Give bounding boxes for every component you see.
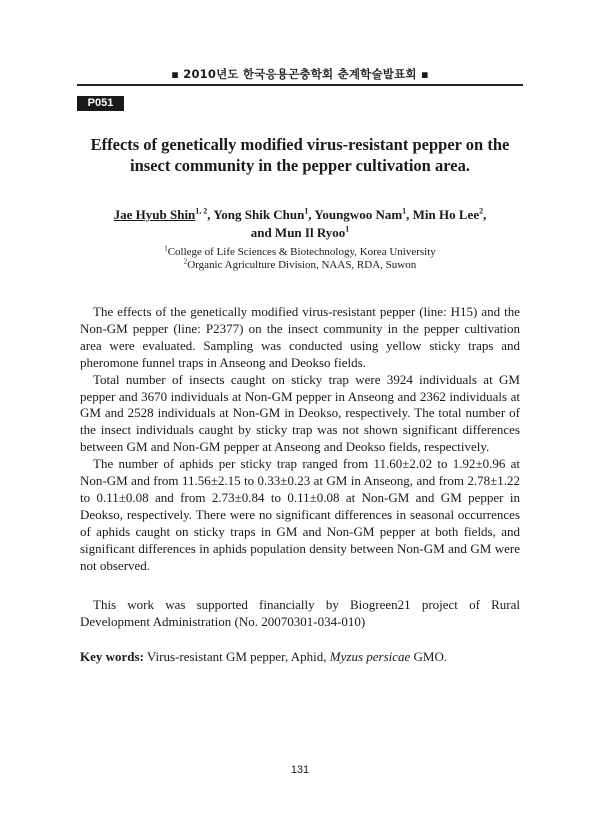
affiliation-mark: 1 [164, 244, 168, 253]
acknowledgement: This work was supported financially by Biogreen21 project of Rural Development Administration (No. 20070301-034-010) [80, 597, 520, 629]
affiliations [80, 246, 520, 272]
author-affil-mark: 1 [345, 224, 350, 234]
abstract-body [80, 304, 520, 575]
affiliation-mark: 2 [183, 257, 188, 266]
title-line-2: insect community in the pepper cultivation area. [130, 156, 470, 175]
author-name: , Min Ho Lee [406, 207, 480, 222]
author-list [80, 206, 520, 242]
author-separator: , [483, 207, 487, 222]
header-divider [77, 84, 523, 86]
abstract-paragraph: Total number of insects caught on sticky trap were 3924 individuals at GM pepper and 3670 individuals at Non-GM pepper in Anseong and 2362 individuals at GM and 2528 individuals at Non-GM in Deokso, respectively. The total number of the insect individuals caught by sticky trap was not shown significant differences between GM and Non-GM pepper at Anseong and Deokso fields, respectively. [80, 371, 520, 455]
affiliation-line: $^1$College of Life Sciences & Biotechnology, Korea University [164, 244, 436, 258]
author-affil-mark: 1 [402, 206, 407, 216]
author-name: , Youngwoo Nam [308, 207, 403, 222]
keyword-species: Myzus persicae [329, 649, 411, 664]
keywords: Key words: Virus-resistant GM pepper, Aphid, Myzus persicae GMO. [80, 649, 448, 664]
affiliation-line: $^2$Organic Agriculture Division, NAAS, RDA, Suwon [183, 257, 417, 271]
keywords-label: Key words: [80, 649, 144, 664]
author-name: Jae Hyub Shin [113, 207, 196, 222]
abstract-paragraph: The effects of the genetically modified virus-resistant pepper (line: H15) and the Non-GM pepper (line: P2377) on the insect community in the pepper cultivation area were evaluated. Sampling was conducted using yellow sticky traps and pheromone funnel traps in Anseong and Deokso fields. [80, 304, 520, 370]
page-number: 131 [290, 764, 310, 776]
author-name: , Yong Shik Chun [207, 207, 305, 222]
abstract-paragraph: The number of aphids per sticky trap ranged from 11.60±2.02 to 1.92±0.96 at Non-GM and from 11.56±2.15 to 0.33±0.23 at GM in Anseong, and from 2.78±1.22 to 0.11±0.08 and from 2.73±0.84 to 0.11±0.08 at Non-GM and GM pepper in Deokso, respectively. There were no significant differences in seasonal occurrences of aphids caught on sticky traps in GM and Non-GM pepper at both fields, and significant differences in aphids population density between Non-GM and GM were not observed. [80, 456, 520, 573]
author-name: and Mun Il Ryoo [250, 225, 346, 240]
author-affil-mark: 1, 2 [195, 206, 208, 216]
conference-header: ▪ 2010년도 한국응용곤충학회 춘계학술발표회 ▪ [171, 67, 429, 81]
paper-title [80, 134, 520, 176]
poster-code-badge: P051 [77, 96, 124, 111]
title-line-1: Effects of genetically modified virus-resistant pepper on the [90, 135, 510, 154]
author-affil-mark: 2 [479, 206, 484, 216]
author-affil-mark: 1 [304, 206, 309, 216]
